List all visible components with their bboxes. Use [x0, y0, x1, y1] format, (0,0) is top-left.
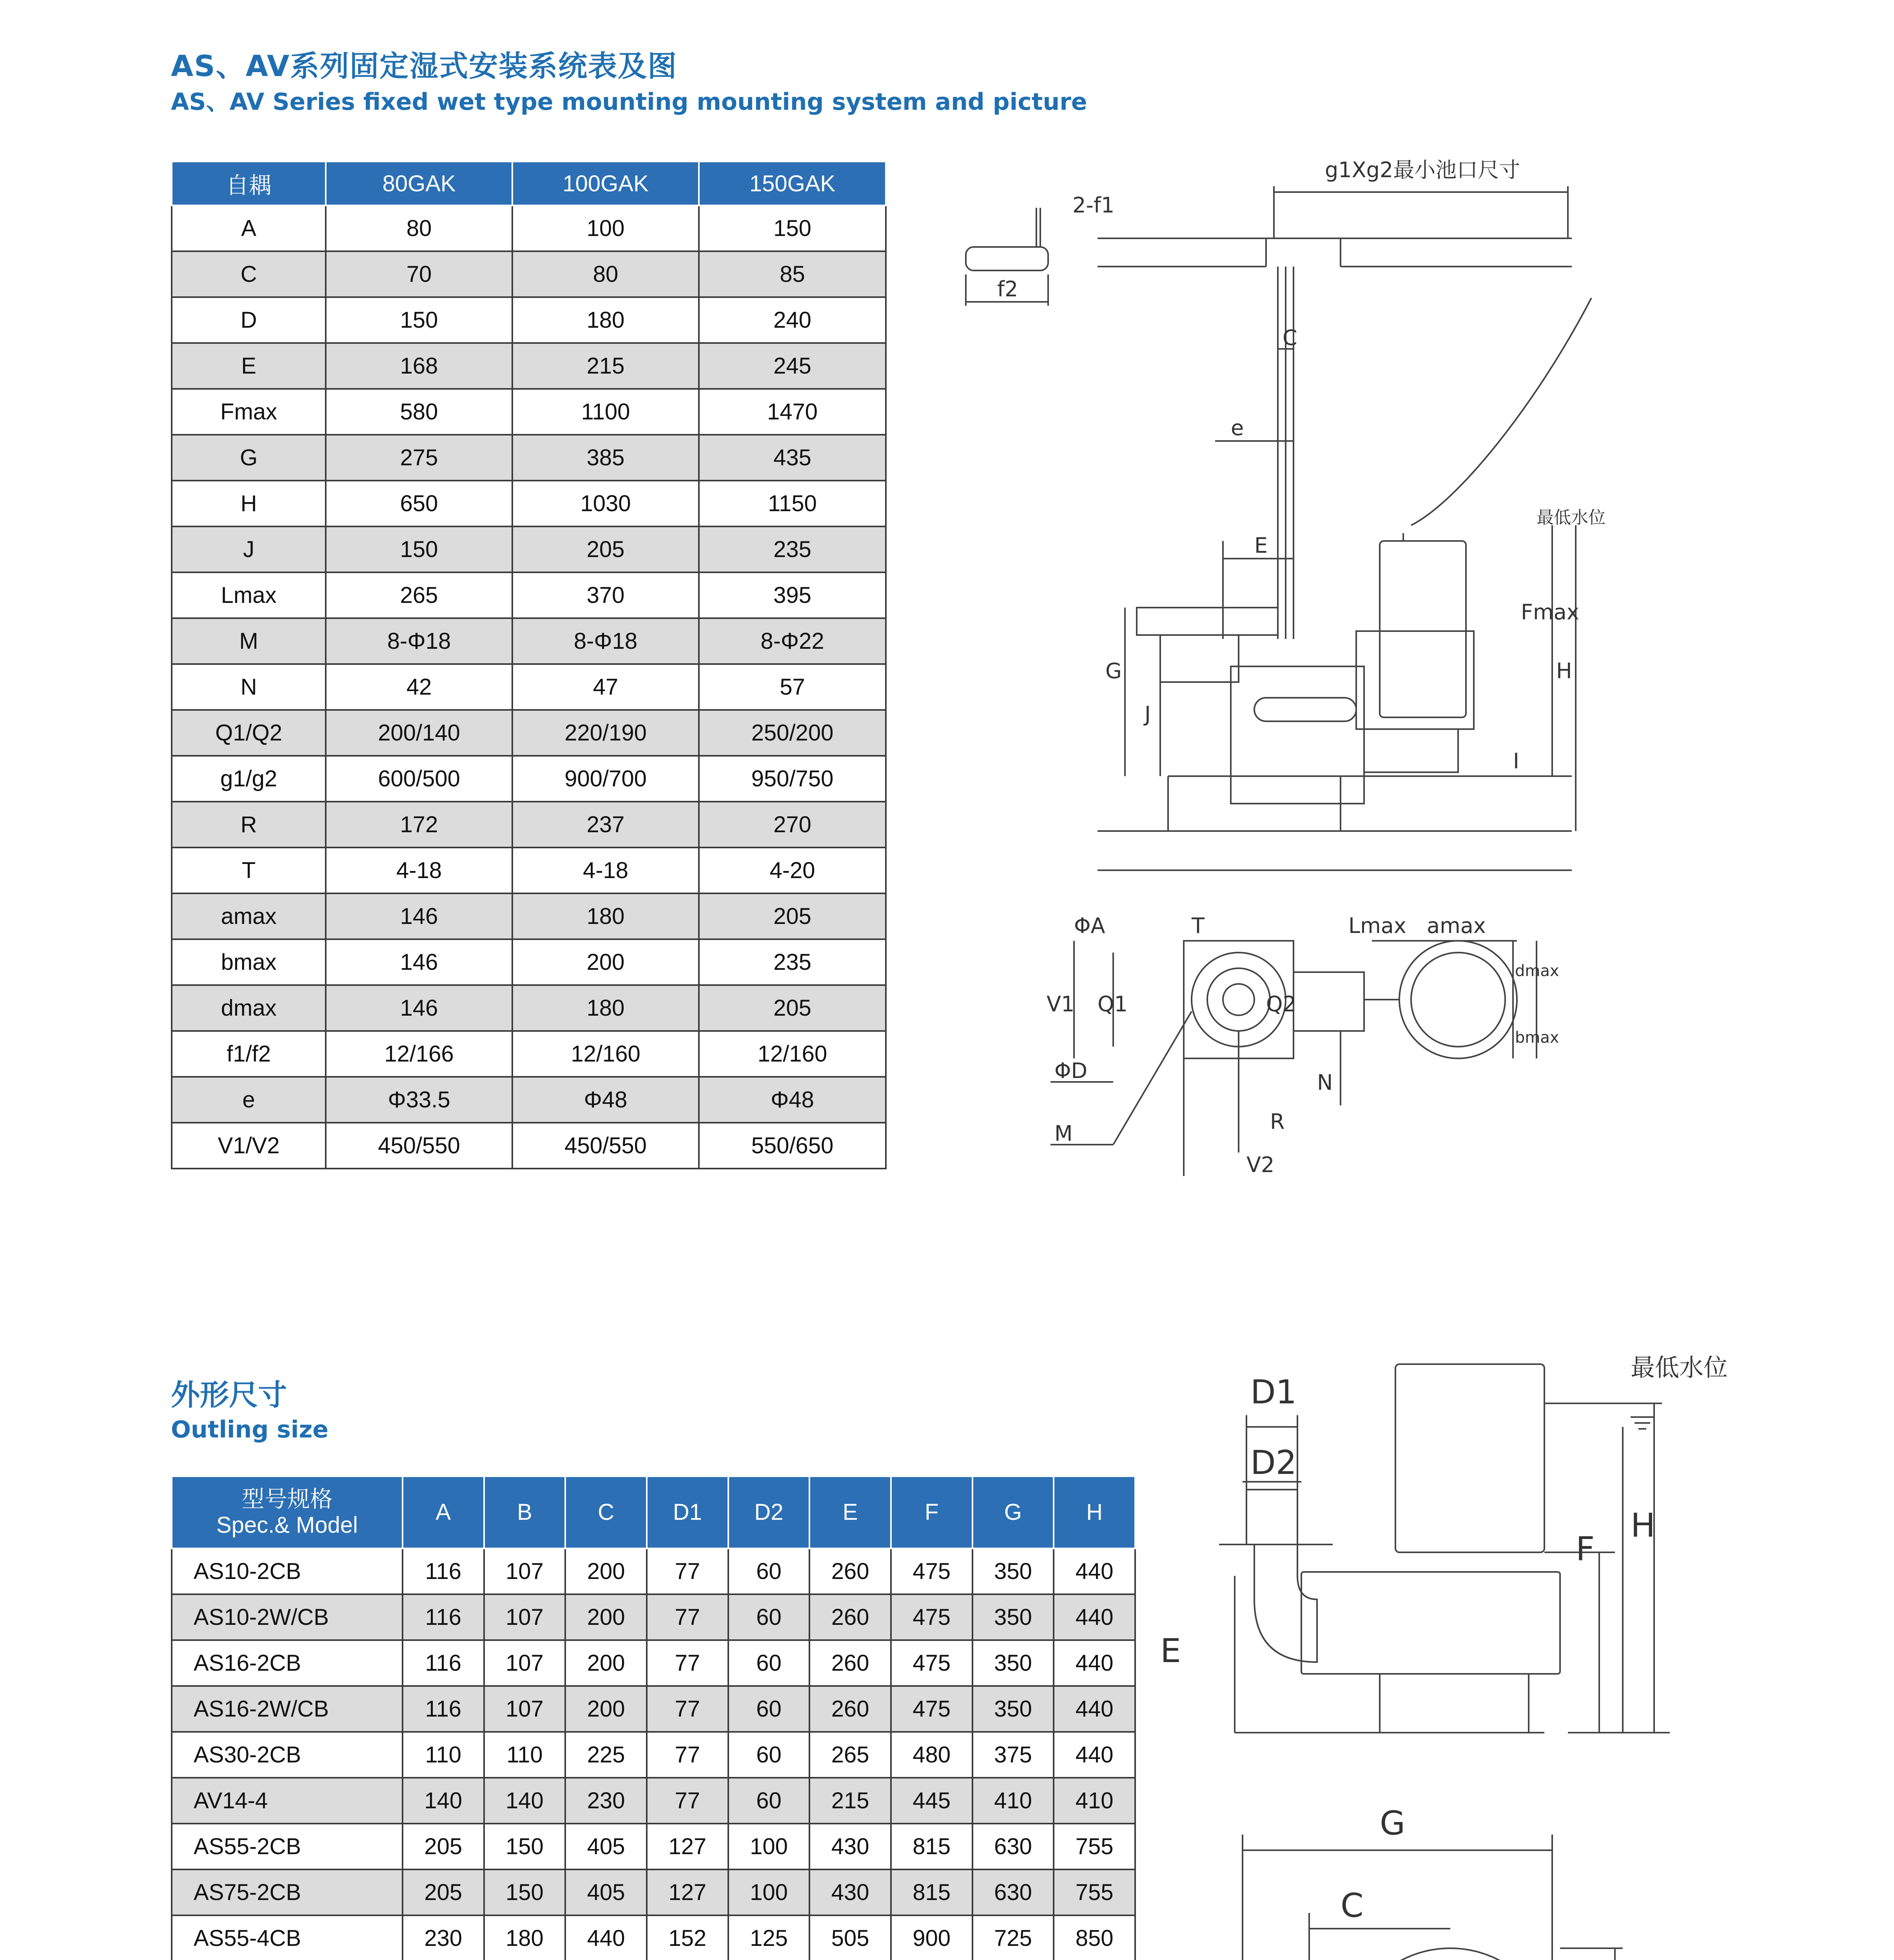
installation-table-header [172, 162, 886, 205]
value-cell: Φ48 [699, 1077, 886, 1123]
value-cell: 140 [403, 1778, 484, 1824]
table-row [172, 1548, 1135, 1594]
label-i: I [1513, 749, 1519, 773]
label-fmax: Fmax [1521, 600, 1579, 624]
table-row [172, 481, 886, 526]
table-row [172, 1869, 1135, 1915]
param-name-cell: f1/f2 [172, 1031, 326, 1077]
value-cell: 450/550 [326, 1123, 512, 1169]
value-cell: 435 [699, 435, 886, 481]
value-cell: 146 [326, 985, 512, 1031]
installation-drawing [949, 149, 1606, 1207]
value-cell: 440 [565, 1915, 647, 1960]
value-cell: 220/190 [512, 710, 699, 756]
value-cell: 580 [326, 389, 512, 435]
value-cell: 440 [1054, 1686, 1135, 1732]
param-name-cell: M [172, 618, 326, 664]
value-cell: 152 [647, 1915, 728, 1960]
table-row [172, 756, 886, 802]
value-cell: 12/160 [512, 1031, 699, 1077]
value-cell: 4-18 [326, 848, 512, 893]
value-cell: 405 [565, 1869, 647, 1915]
value-cell: 1030 [512, 481, 699, 526]
header-cell: H [1054, 1476, 1135, 1548]
param-name-cell: Q1/Q2 [172, 710, 326, 756]
table-row [172, 985, 886, 1031]
param-name-cell: Fmax [172, 389, 326, 435]
value-cell: 8-Φ18 [326, 618, 512, 664]
table-row [172, 343, 886, 389]
value-cell: 205 [403, 1824, 484, 1869]
model-cell: AS10-2W/CB [172, 1594, 403, 1640]
value-cell: 116 [403, 1548, 484, 1594]
outline-table-header [172, 1476, 1135, 1548]
value-cell: 430 [809, 1869, 891, 1915]
param-name-cell: amax [172, 893, 326, 939]
label-e-2: E [1160, 1632, 1181, 1670]
table-row [172, 526, 886, 572]
value-cell: 150 [699, 205, 886, 251]
label-dmax: dmax [1515, 962, 1559, 980]
table-row [172, 389, 886, 435]
value-cell: 107 [484, 1686, 566, 1732]
table-row [172, 1732, 1135, 1778]
label-g: G [1105, 659, 1122, 683]
model-cell: AS55-2CB [172, 1824, 403, 1869]
header-cell: C [565, 1476, 647, 1548]
value-cell: 77 [647, 1778, 728, 1824]
value-cell: 260 [809, 1594, 891, 1640]
table-row [172, 710, 886, 756]
value-cell: 725 [972, 1915, 1054, 1960]
value-cell: 260 [809, 1686, 891, 1732]
param-name-cell: A [172, 205, 326, 251]
header-cell: 100GAK [512, 162, 699, 205]
value-cell: 265 [326, 572, 512, 618]
param-name-cell: e [172, 1077, 326, 1123]
value-cell: 440 [1054, 1640, 1135, 1686]
value-cell: 4-18 [512, 848, 699, 893]
installation-table [171, 161, 887, 1169]
table-row [172, 1778, 1135, 1824]
value-cell: 77 [647, 1686, 728, 1732]
value-cell: 440 [1054, 1548, 1135, 1594]
value-cell: 150 [484, 1869, 566, 1915]
label-c: C [1283, 325, 1297, 350]
label-t: T [1192, 913, 1205, 938]
value-cell: 57 [699, 664, 886, 710]
model-cell: AS55-4CB [172, 1915, 403, 1960]
value-cell: 395 [699, 572, 886, 618]
label-bmax: bmax [1515, 1029, 1559, 1047]
value-cell: 60 [728, 1640, 810, 1686]
value-cell: 127 [647, 1824, 728, 1869]
value-cell: 77 [647, 1594, 728, 1640]
table-row [172, 572, 886, 618]
header-cell: D1 [647, 1476, 728, 1548]
param-name-cell: R [172, 802, 326, 848]
label-lmax: Lmax [1348, 913, 1406, 938]
value-cell: Φ48 [512, 1077, 699, 1123]
value-cell: 116 [403, 1594, 484, 1640]
value-cell: 215 [512, 343, 699, 389]
value-cell: 60 [728, 1778, 810, 1824]
model-cell: AS30-2CB [172, 1732, 403, 1778]
value-cell: 275 [326, 435, 512, 481]
value-cell: 370 [512, 572, 699, 618]
value-cell: 47 [512, 664, 699, 710]
value-cell: 77 [647, 1640, 728, 1686]
value-cell: 80 [512, 251, 699, 297]
value-cell: 505 [809, 1915, 891, 1960]
value-cell: 200 [565, 1548, 647, 1594]
value-cell: 110 [484, 1732, 566, 1778]
value-cell: 850 [1054, 1915, 1135, 1960]
value-cell: 140 [484, 1778, 566, 1824]
outline-size-table [171, 1475, 1136, 1960]
value-cell: 80 [326, 205, 512, 251]
value-cell: 60 [728, 1732, 810, 1778]
value-cell: 250/200 [699, 710, 886, 756]
table-row [172, 893, 886, 939]
value-cell: 475 [891, 1686, 972, 1732]
value-cell: Φ33.5 [326, 1077, 512, 1123]
label-d2: D2 [1250, 1443, 1297, 1482]
value-cell: 60 [728, 1686, 810, 1732]
value-cell: 600/500 [326, 756, 512, 802]
label-n: N [1317, 1070, 1333, 1095]
header-cell: A [403, 1476, 484, 1548]
value-cell: 60 [728, 1594, 810, 1640]
label-g1xg2: g1Xg2最小池口尺寸 [1325, 158, 1520, 182]
value-cell: 230 [565, 1778, 647, 1824]
value-cell: 205 [699, 985, 886, 1031]
value-cell: 650 [326, 481, 512, 526]
value-cell: 385 [512, 435, 699, 481]
value-cell: 150 [326, 297, 512, 343]
value-cell: 240 [699, 297, 886, 343]
label-big-e: E [1254, 533, 1268, 558]
value-cell: 350 [972, 1594, 1054, 1640]
value-cell: 440 [1054, 1732, 1135, 1778]
value-cell: 445 [891, 1778, 972, 1824]
value-cell: 440 [1054, 1594, 1135, 1640]
value-cell: 180 [512, 985, 699, 1031]
value-cell: 180 [484, 1915, 566, 1960]
table-row [172, 297, 886, 343]
label-h: H [1556, 659, 1572, 683]
value-cell: 475 [891, 1594, 972, 1640]
model-cell: AS16-2W/CB [172, 1686, 403, 1732]
outline-drawing [1137, 1325, 1803, 1960]
value-cell: 375 [972, 1732, 1054, 1778]
value-cell: 4-20 [699, 848, 886, 893]
value-cell: 225 [565, 1732, 647, 1778]
param-name-cell: g1/g2 [172, 756, 326, 802]
value-cell: 205 [699, 893, 886, 939]
param-name-cell: T [172, 848, 326, 893]
value-cell: 550/650 [699, 1123, 886, 1169]
value-cell: 200 [565, 1640, 647, 1686]
table-row [172, 618, 886, 664]
model-cell: AV14-4 [172, 1778, 403, 1824]
value-cell: 42 [326, 664, 512, 710]
value-cell: 172 [326, 802, 512, 848]
value-cell: 480 [891, 1732, 972, 1778]
value-cell: 110 [403, 1732, 484, 1778]
value-cell: 100 [728, 1869, 810, 1915]
header-model-en: Spec.& Model [216, 1512, 358, 1538]
value-cell: 410 [972, 1778, 1054, 1824]
value-cell: 200 [512, 939, 699, 985]
param-name-cell: G [172, 435, 326, 481]
value-cell: 350 [972, 1640, 1054, 1686]
header-model-cn: 型号规格 [241, 1486, 333, 1512]
param-name-cell: dmax [172, 985, 326, 1031]
param-name-cell: D [172, 297, 326, 343]
value-cell: 70 [326, 251, 512, 297]
model-cell: AS10-2CB [172, 1548, 403, 1594]
value-cell: 1100 [512, 389, 699, 435]
label-v1: V1 [1047, 992, 1075, 1016]
value-cell: 630 [972, 1824, 1054, 1869]
value-cell: 77 [647, 1548, 728, 1594]
label-2-f1: 2-f1 [1072, 193, 1115, 218]
value-cell: 180 [512, 297, 699, 343]
value-cell: 146 [326, 939, 512, 985]
value-cell: 260 [809, 1548, 891, 1594]
table-row [172, 1824, 1135, 1869]
table-row [172, 205, 886, 251]
value-cell: 1470 [699, 389, 886, 435]
table-row [172, 664, 886, 710]
value-cell: 12/160 [699, 1031, 886, 1077]
label-d1: D1 [1250, 1373, 1297, 1411]
value-cell: 100 [512, 205, 699, 251]
value-cell: 200 [565, 1686, 647, 1732]
value-cell: 125 [728, 1915, 810, 1960]
value-cell: 60 [728, 1548, 810, 1594]
model-cell: AS75-2CB [172, 1869, 403, 1915]
value-cell: 950/750 [699, 756, 886, 802]
header-cell: E [809, 1476, 891, 1548]
value-cell: 12/166 [326, 1031, 512, 1077]
label-min-level-2: 最低水位 [1631, 1353, 1728, 1382]
header-cell: 150GAK [699, 162, 886, 205]
value-cell: 475 [891, 1640, 972, 1686]
value-cell: 200/140 [326, 710, 512, 756]
label-phi-d: ΦD [1054, 1058, 1088, 1083]
table-row [172, 848, 886, 893]
label-g-2: G [1380, 1804, 1406, 1842]
label-phi-a: ΦA [1074, 913, 1105, 938]
table-row [172, 1686, 1135, 1732]
label-e: e [1231, 416, 1244, 440]
label-r: R [1270, 1109, 1285, 1134]
value-cell: 245 [699, 343, 886, 389]
value-cell: 8-Φ22 [699, 618, 886, 664]
param-name-cell: E [172, 343, 326, 389]
value-cell: 900/700 [512, 756, 699, 802]
value-cell: 405 [565, 1824, 647, 1869]
param-name-cell: bmax [172, 939, 326, 985]
table-row [172, 1594, 1135, 1640]
table-row [172, 435, 886, 481]
value-cell: 116 [403, 1686, 484, 1732]
value-cell: 350 [972, 1686, 1054, 1732]
value-cell: 630 [972, 1869, 1054, 1915]
value-cell: 270 [699, 802, 886, 848]
param-name-cell: N [172, 664, 326, 710]
value-cell: 230 [403, 1915, 484, 1960]
value-cell: 146 [326, 893, 512, 939]
value-cell: 260 [809, 1640, 891, 1686]
value-cell: 235 [699, 939, 886, 985]
value-cell: 350 [972, 1548, 1054, 1594]
param-name-cell: V1/V2 [172, 1123, 326, 1169]
header-cell: B [484, 1476, 566, 1548]
header-cell: D2 [728, 1476, 810, 1548]
value-cell: 85 [699, 251, 886, 297]
section2-title-en: Outling size [171, 1416, 328, 1443]
header-cell: G [972, 1476, 1054, 1548]
label-c-2: C [1341, 1886, 1364, 1925]
value-cell: 107 [484, 1640, 566, 1686]
param-name-cell: C [172, 251, 326, 297]
value-cell: 168 [326, 343, 512, 389]
value-cell: 77 [647, 1732, 728, 1778]
value-cell: 410 [1054, 1778, 1135, 1824]
section2-title-cn: 外形尺寸 [171, 1378, 287, 1412]
label-f2: f2 [997, 277, 1018, 301]
label-q1: Q1 [1098, 992, 1128, 1016]
header-cell: 80GAK [326, 162, 512, 205]
label-j: J [1145, 702, 1151, 726]
value-cell: 215 [809, 1778, 891, 1824]
value-cell: 265 [809, 1732, 891, 1778]
table-row [172, 1031, 886, 1077]
value-cell: 450/550 [512, 1123, 699, 1169]
value-cell: 116 [403, 1640, 484, 1686]
model-cell: AS16-2CB [172, 1640, 403, 1686]
value-cell: 100 [728, 1824, 810, 1869]
value-cell: 107 [484, 1594, 566, 1640]
value-cell: 8-Φ18 [512, 618, 699, 664]
label-v2: V2 [1246, 1152, 1275, 1177]
section1-title-cn: AS、AV系列固定湿式安装系统表及图 [171, 49, 678, 83]
label-m: M [1054, 1121, 1073, 1146]
value-cell: 150 [484, 1824, 566, 1869]
label-min-level: 最低水位 [1537, 508, 1606, 528]
value-cell: 150 [326, 526, 512, 572]
value-cell: 815 [891, 1824, 972, 1869]
table-row [172, 939, 886, 985]
value-cell: 235 [699, 526, 886, 572]
value-cell: 475 [891, 1548, 972, 1594]
header-model-cell [172, 1476, 403, 1548]
param-name-cell: J [172, 526, 326, 572]
table-row [172, 1640, 1135, 1686]
value-cell: 127 [647, 1869, 728, 1915]
label-f: F [1576, 1530, 1595, 1568]
table-row [172, 251, 886, 297]
value-cell: 755 [1054, 1869, 1135, 1915]
param-name-cell: H [172, 481, 326, 526]
value-cell: 755 [1054, 1824, 1135, 1869]
label-h-2: H [1631, 1506, 1656, 1544]
value-cell: 180 [512, 893, 699, 939]
header-cell: F [891, 1476, 972, 1548]
table-row [172, 1123, 886, 1169]
value-cell: 205 [512, 526, 699, 572]
value-cell: 205 [403, 1869, 484, 1915]
value-cell: 430 [809, 1824, 891, 1869]
value-cell: 900 [891, 1915, 972, 1960]
param-name-cell: Lmax [172, 572, 326, 618]
value-cell: 107 [484, 1548, 566, 1594]
label-amax: amax [1427, 913, 1486, 938]
value-cell: 1150 [699, 481, 886, 526]
section1-title-en: AS、AV Series fixed wet type mounting mounting system and picture [171, 88, 1087, 116]
header-cell: 自耦 [172, 162, 326, 205]
value-cell: 237 [512, 802, 699, 848]
value-cell: 815 [891, 1869, 972, 1915]
table-row [172, 1915, 1135, 1960]
label-q2: Q2 [1266, 992, 1296, 1016]
table-row [172, 802, 886, 848]
value-cell: 200 [565, 1594, 647, 1640]
table-row [172, 1077, 886, 1123]
